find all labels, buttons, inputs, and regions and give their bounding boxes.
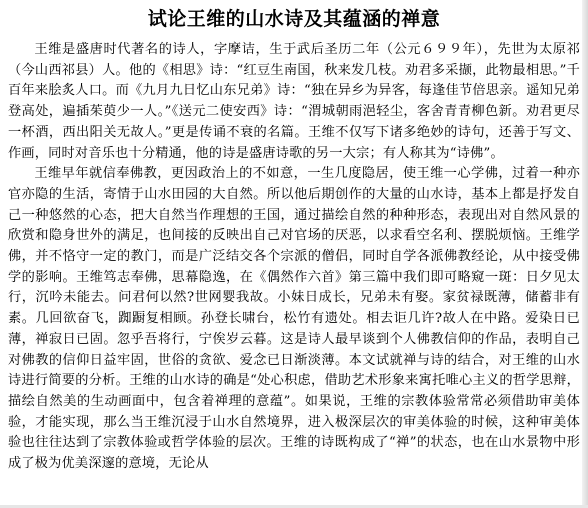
window-right-edge <box>582 0 588 508</box>
paragraph-1: 王维是盛唐时代著名的诗人，字摩诘，生于武后圣历二年（公元６９９年），先世为太原祁（今山西祁县）人。他的《相思》诗：“红豆生南国，秋来发几枝。劝君多采撷，此物最相思。”千百年来脍炙人口。而《九月九日忆山东兄弟》诗：“独在异乡为异客，每逢佳节倍思亲。遥知兄弟登高处，遍插茱萸少一人。”《送元二使安西》诗：“渭城朝雨浥轻尘，客舍青青柳色新。劝君更尽一杯酒，西出阳关无故人。”更是传诵不衰的名篇。王维不仅写下诸多绝妙的诗句，还善于写文、作画，同时对音乐也十分精通，他的诗是盛唐诗歌的另一大宗；有人称其为“诗佛”。 <box>8 42 580 161</box>
document-body <box>8 40 580 475</box>
document-title: 试论王维的山水诗及其蕴涵的禅意 <box>147 8 441 30</box>
paragraph-2: 王维早年就信奉佛教，更因政治上的不如意，一生几度隐居，使王维一心学佛，过着一种亦官亦隐的生活，寄情于山水田园的大自然。所以他后期创作的大量的山水诗，基本上都是抒发自己一种悠然的心态，把大自然当作理想的王国，通过描绘自然的种种形态，表现出对自然风景的欣赏和隐身世外的满足，也间接的反映出自己对官场的厌恶，以求看空名利、摆脱烦恼。王维学佛，并不恪守一定的教门，而是广泛结交各个宗派的僧侣，同时自学各派佛教经论，从中接受佛学的影响。王维笃志奉佛，思幕隐逸，在《偶然作六首》第三篇中我们即可略窥一斑：日夕见太行，沉吟未能去。问君何以然?世网婴我故。小妹日成长，兄弟未有娶。家贫禄既薄，储蓄非有素。几回欲奋飞，踟蹰复相顾。孙登长啸台，松竹有遗处。相去讵几许?故人在中路。爱染日已薄，禅寂日已固。忽乎吾将行，宁俟岁云暮。这是诗人最早谈到个人佛教信仰的作品，表明自己对佛教的信仰日益牢固，世俗的贪欲、爱念已日渐淡薄。本文试就禅与诗的结合，对王维的山水诗进行简要的分析。王维的山水诗的确是“处心积虑，借助艺术形象来寓托唯心主义的哲学思辩，描绘自然美的生动画面中，包含着禅理的意蕴”。如果说，王维的宗教体验常常必须借助审美体验，才能实现，那么当王维沉浸于山水自然境界，进入极深层次的审美体验的时候，这种审美体验也往往达到了宗教体验或哲学体验的层次。王维的诗既构成了“禅”的状态，也在山水景物中形成了极为优美深邃的意境，无论从 <box>8 166 580 472</box>
